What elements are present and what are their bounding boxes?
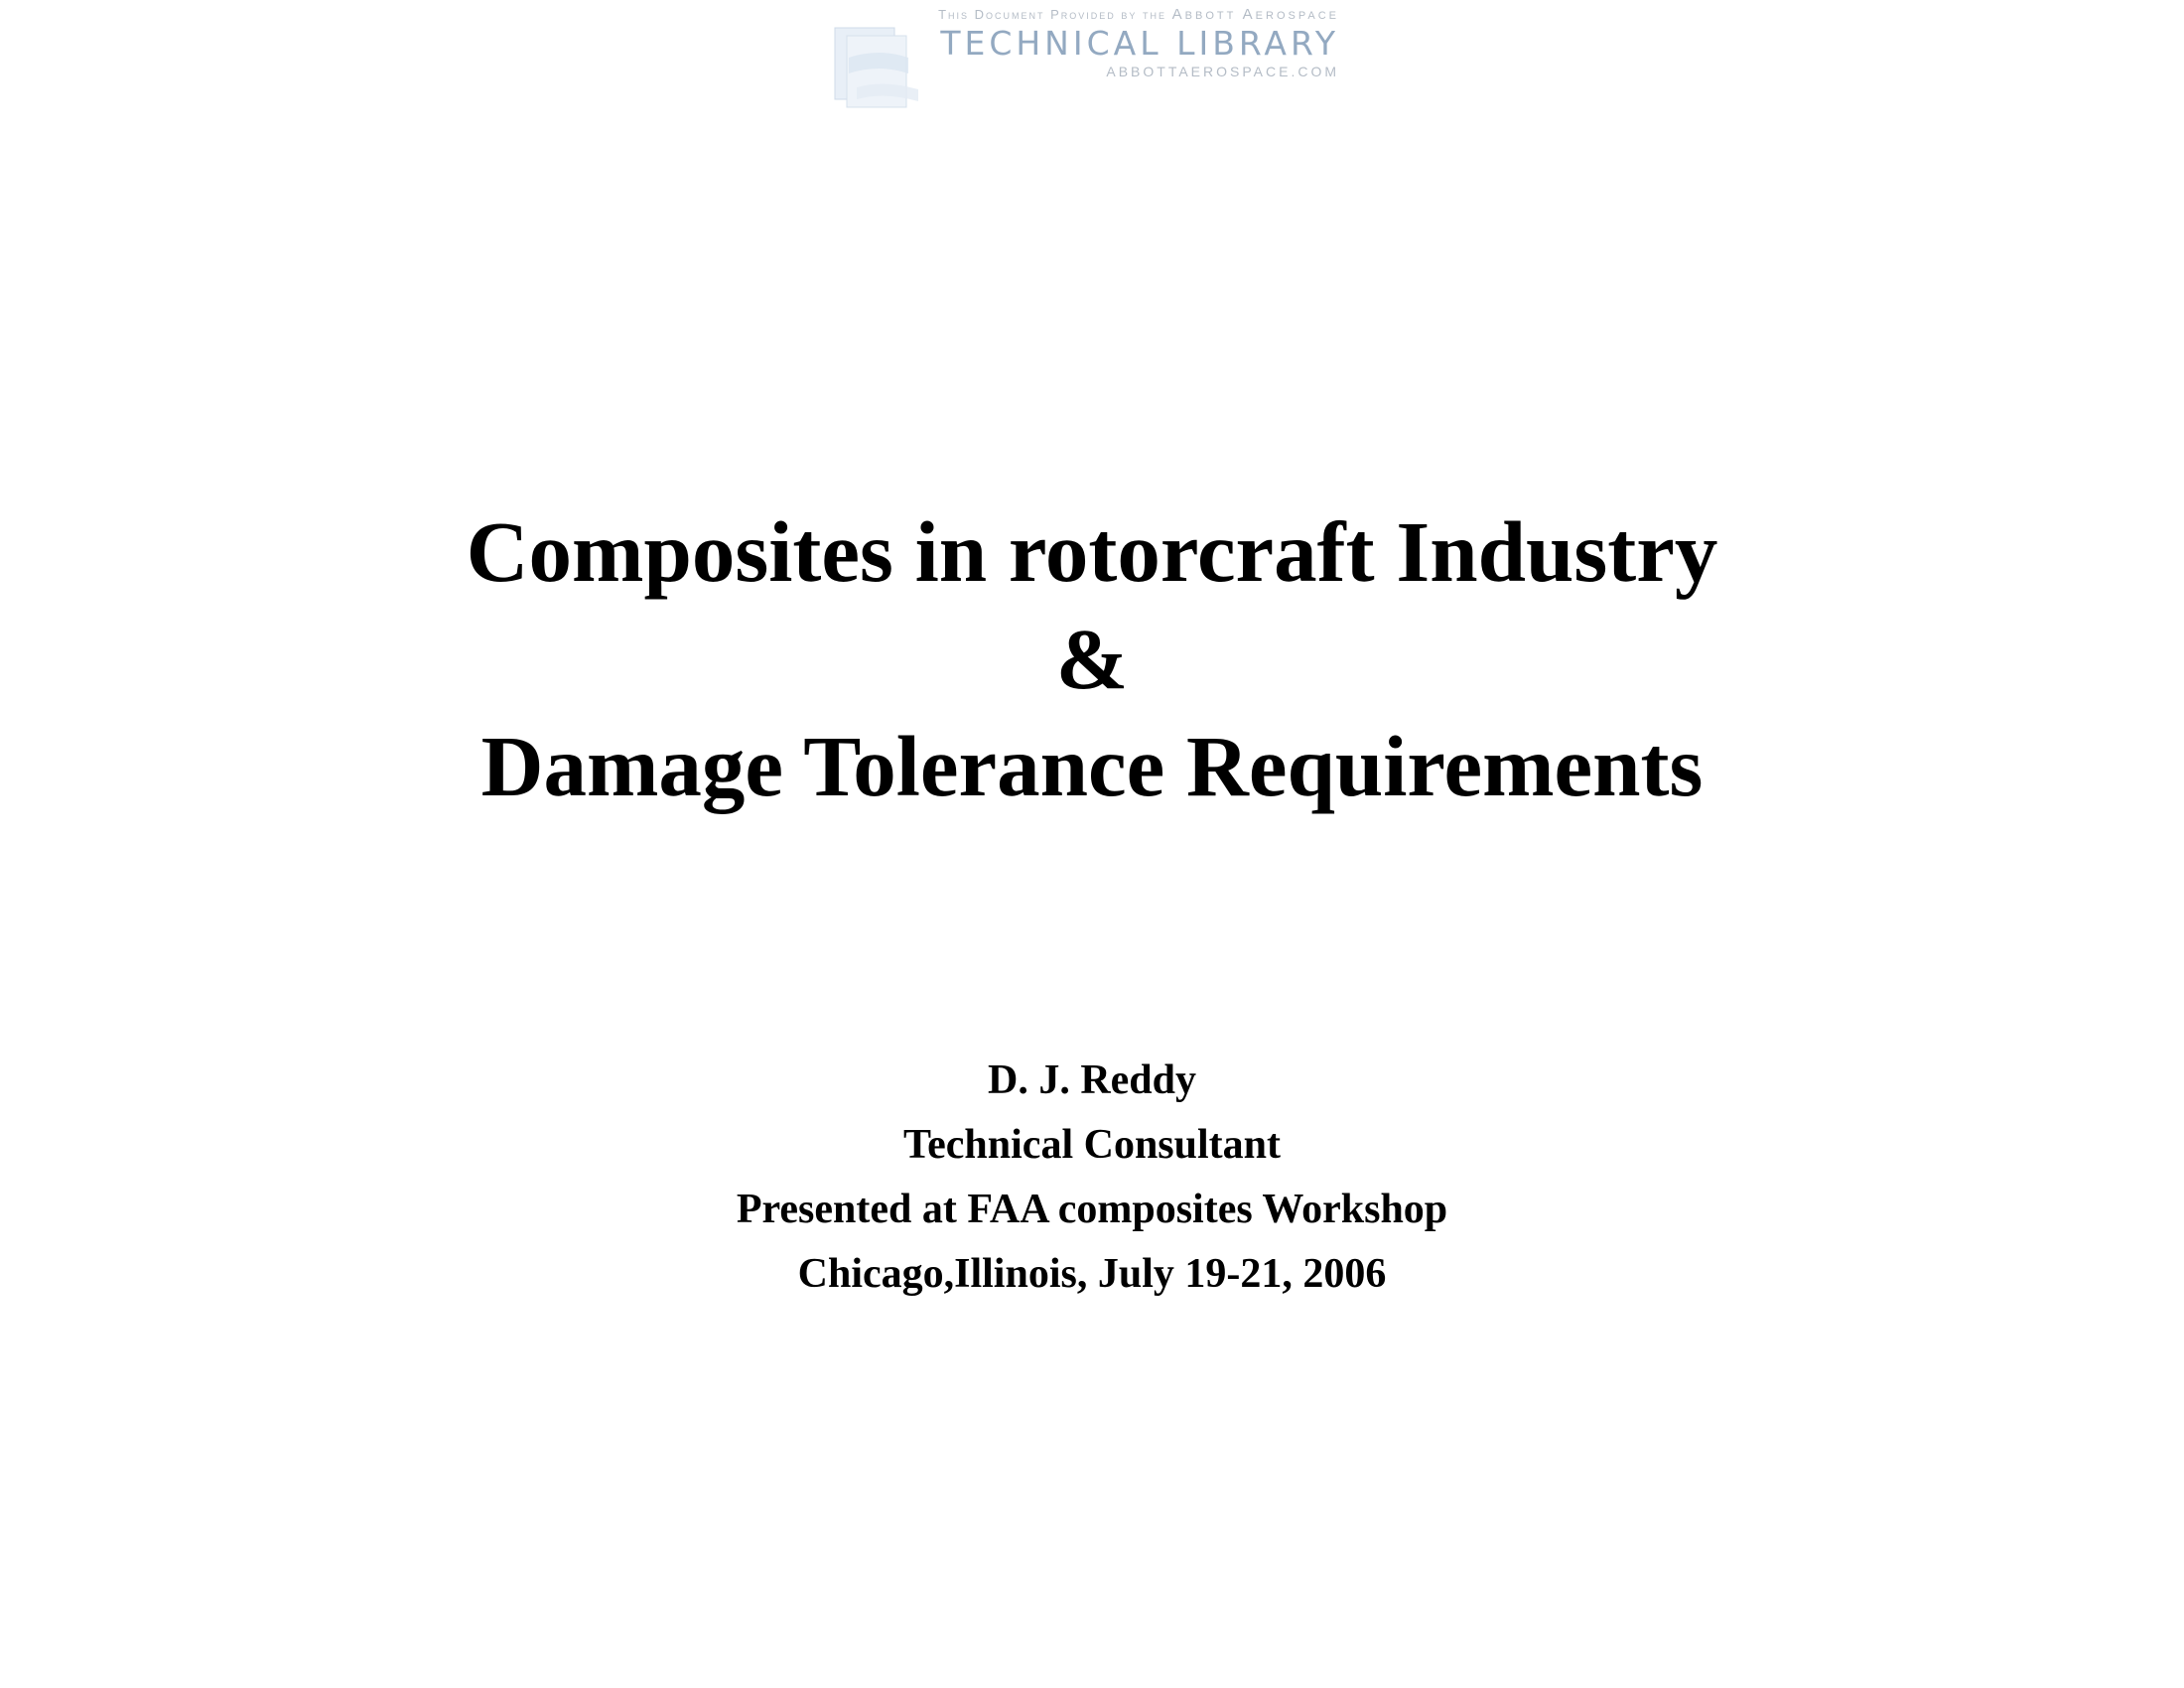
title-line-3: Damage Tolerance Requirements <box>480 718 1704 814</box>
presentation-info <box>0 1049 2184 1307</box>
document-title <box>0 498 2184 820</box>
author-name: D. J. Reddy <box>987 1057 1197 1103</box>
presentation-location-date: Chicago,Illinois, July 19-21, 2006 <box>797 1251 1387 1297</box>
author-role: Technical Consultant <box>902 1122 1282 1168</box>
watermark-library-title: TECHNICAL LIBRARY <box>940 24 1339 63</box>
title-line-2: & <box>1055 611 1129 707</box>
watermark-url: ABBOTTAEROSPACE.COM <box>1106 64 1339 79</box>
title-line-1: Composites in rotorcraft Industry <box>466 503 1718 600</box>
technical-library-watermark <box>823 6 1349 115</box>
presentation-venue: Presented at FAA composites Workshop <box>736 1187 1448 1232</box>
watermark-provided-by: This Document Provided by the Abbott Aerospace <box>938 6 1339 23</box>
